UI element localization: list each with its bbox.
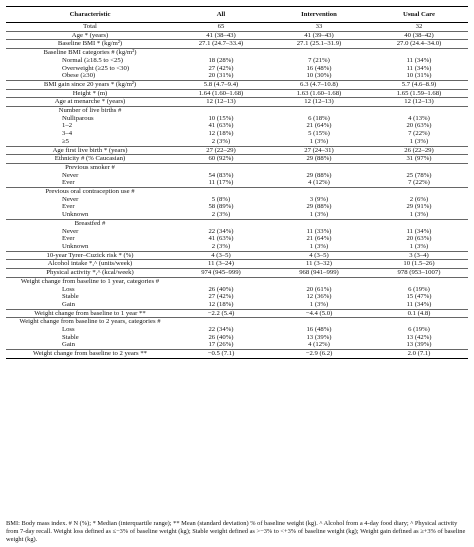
cell-usual-care: 978 (953–1007) xyxy=(370,269,468,278)
cell-usual-care: 11 (34%) xyxy=(406,300,432,308)
cell-intervention: 5 (15%) xyxy=(308,130,330,138)
cell-all: −0.5 (7.1) xyxy=(174,350,268,359)
cell-intervention: 1.63 (1.60–1.68) xyxy=(268,89,370,98)
row-label: Never xyxy=(62,171,79,179)
cell-all: 2 (3%) xyxy=(211,242,231,250)
row-label: Weight change from baseline to 2 years ** xyxy=(6,350,174,359)
row-label: Gain xyxy=(62,300,75,308)
table-row xyxy=(6,107,468,115)
table-row xyxy=(6,115,468,123)
table-row xyxy=(6,286,468,294)
cell-all xyxy=(174,163,268,171)
cell-usual-care: 10 (1.5–26) xyxy=(370,260,468,269)
cell-all: 974 (945–999) xyxy=(174,269,268,278)
row-label: Loss xyxy=(62,285,75,293)
cell-all: 65 xyxy=(217,23,225,30)
cell-all: 27.1 (24.7–33.4) xyxy=(174,40,268,49)
table-row xyxy=(6,65,468,73)
row-label: Unknown xyxy=(62,242,89,250)
cell-intervention: 20 (61%) xyxy=(306,285,332,293)
cell-intervention: 29 (88%) xyxy=(306,171,332,179)
cell-all: 27 (22–29) xyxy=(174,146,268,155)
header-intervention: Intervention xyxy=(268,7,370,23)
cell-intervention: 33 xyxy=(315,23,323,30)
table-row xyxy=(6,31,468,40)
cell-intervention: 1 (3%) xyxy=(309,137,329,145)
table-row xyxy=(6,293,468,301)
table-row xyxy=(6,251,468,260)
header-row xyxy=(6,7,468,23)
cell-usual-care: 13 (39%) xyxy=(406,341,432,349)
cell-usual-care: 29 (91%) xyxy=(406,203,432,211)
table-row xyxy=(6,350,468,359)
cell-all: 41 (38–43) xyxy=(174,31,268,40)
cell-usual-care xyxy=(370,318,468,326)
table-row xyxy=(6,23,468,32)
row-label: BMI gain since 20 years * (kg/m²) xyxy=(6,80,174,89)
cell-all xyxy=(174,277,268,285)
table-row xyxy=(6,138,468,146)
cell-usual-care: 0.1 (4.8) xyxy=(370,309,468,318)
row-label: Ever xyxy=(62,203,75,211)
row-label: Ever xyxy=(62,179,75,187)
row-label: Unknown xyxy=(62,211,89,219)
row-label: Baseline BMI * (kg/m²) xyxy=(6,40,174,49)
cell-usual-care: 2.0 (7.1) xyxy=(370,350,468,359)
cell-intervention xyxy=(268,107,370,115)
row-label: Normal (≥18.5 to <25) xyxy=(62,56,123,64)
cell-all: 54 (83%) xyxy=(208,171,234,179)
row-label: Age at menarche * (years) xyxy=(6,98,174,107)
cell-usual-care: 6 (19%) xyxy=(408,285,430,293)
row-label: Overweight (≥25 to <30) xyxy=(62,64,130,72)
cell-intervention: 13 (39%) xyxy=(306,333,332,341)
cell-intervention xyxy=(268,188,370,196)
cell-all: 2 (3%) xyxy=(211,211,231,219)
cell-usual-care: 7 (22%) xyxy=(408,130,430,138)
cell-intervention xyxy=(268,318,370,326)
cell-usual-care: 10 (31%) xyxy=(406,72,432,80)
row-label: Stable xyxy=(62,293,79,301)
cell-all: 12 (12–13) xyxy=(174,98,268,107)
cell-all: 27 (42%) xyxy=(208,64,234,72)
row-label: Breastfed # xyxy=(6,219,174,227)
cell-intervention: 6 (18%) xyxy=(308,114,330,122)
cell-intervention: 27 (24–31) xyxy=(268,146,370,155)
cell-usual-care: 1 (3%) xyxy=(409,211,429,219)
table-row xyxy=(6,179,468,187)
cell-intervention: 16 (48%) xyxy=(306,64,332,72)
cell-all: 1.64 (1.60–1.68) xyxy=(174,89,268,98)
cell-intervention: 11 (3–32) xyxy=(268,260,370,269)
table-row xyxy=(6,98,468,107)
cell-all: 41 (63%) xyxy=(208,122,234,130)
cell-intervention xyxy=(268,163,370,171)
cell-all: 20 (31%) xyxy=(208,72,234,80)
cell-usual-care: 1 (3%) xyxy=(409,242,429,250)
table-row xyxy=(6,146,468,155)
cell-usual-care xyxy=(370,163,468,171)
cell-usual-care xyxy=(370,49,468,57)
row-label: 3–4 xyxy=(62,130,73,138)
row-label: Stable xyxy=(62,333,79,341)
cell-all: 12 (18%) xyxy=(208,130,234,138)
cell-intervention: 41 (39–43) xyxy=(268,31,370,40)
cell-usual-care: 12 (12–13) xyxy=(370,98,468,107)
cell-intervention: 12 (12–13) xyxy=(268,98,370,107)
row-label: Height * (m) xyxy=(6,89,174,98)
cell-intervention: 10 (30%) xyxy=(306,72,332,80)
table-row xyxy=(6,211,468,219)
cell-all xyxy=(174,107,268,115)
cell-usual-care: 40 (38–42) xyxy=(370,31,468,40)
cell-intervention: −4.4 (5.0) xyxy=(268,309,370,318)
row-label: Weight change from baseline to 1 year ** xyxy=(6,309,174,318)
cell-usual-care: 11 (34%) xyxy=(406,227,432,235)
row-label: Ever xyxy=(62,235,75,243)
table-row xyxy=(6,155,468,164)
header-all: All xyxy=(174,7,268,23)
row-label: 10-year Tyrer–Cuzick risk * (%) xyxy=(6,251,174,260)
cell-intervention: −2.9 (6.2) xyxy=(268,350,370,359)
cell-usual-care: 20 (63%) xyxy=(406,235,432,243)
cell-all: 27 (42%) xyxy=(208,293,234,301)
cell-intervention: 29 (88%) xyxy=(306,203,332,211)
cell-usual-care xyxy=(370,188,468,196)
row-label: Gain xyxy=(62,341,75,349)
cell-intervention: 12 (36%) xyxy=(306,293,332,301)
cell-usual-care: 4 (13%) xyxy=(408,114,430,122)
cell-all: 11 (17%) xyxy=(208,179,234,187)
table-row xyxy=(6,228,468,236)
row-label: Physical activity *,^ (kcal/week) xyxy=(6,269,174,278)
cell-usual-care: 2 (6%) xyxy=(409,195,429,203)
table-row xyxy=(6,89,468,98)
cell-usual-care: 7 (22%) xyxy=(408,179,430,187)
cell-intervention: 11 (33%) xyxy=(306,227,332,235)
cell-all: 22 (34%) xyxy=(208,326,234,334)
table-row xyxy=(6,40,468,49)
cell-usual-care: 11 (34%) xyxy=(406,64,432,72)
table-row xyxy=(6,196,468,204)
row-label: Total xyxy=(83,23,97,30)
row-label: Alcohol intake *,^ (units/week) xyxy=(6,260,174,269)
row-label: Age * (years) xyxy=(6,31,174,40)
cell-usual-care: 32 xyxy=(415,23,423,30)
cell-all: 5.8 (4.7–9.4) xyxy=(174,80,268,89)
cell-intervention: 16 (48%) xyxy=(306,326,332,334)
cell-all: 58 (89%) xyxy=(208,203,234,211)
cell-all: 22 (34%) xyxy=(208,227,234,235)
cell-usual-care: 20 (63%) xyxy=(406,122,432,130)
cell-all: 4 (3–5) xyxy=(174,251,268,260)
table-row xyxy=(6,326,468,334)
row-label: Never xyxy=(62,227,79,235)
cell-intervention: 4 (12%) xyxy=(308,341,330,349)
cell-usual-care: 31 (97%) xyxy=(370,155,468,164)
cell-all xyxy=(174,49,268,57)
table-row xyxy=(6,219,468,227)
cell-all: 18 (28%) xyxy=(208,56,234,64)
cell-intervention xyxy=(268,49,370,57)
table-row xyxy=(6,235,468,243)
cell-usual-care xyxy=(370,107,468,115)
cell-all: 41 (63%) xyxy=(208,235,234,243)
table-row xyxy=(6,277,468,285)
cell-usual-care: 1.65 (1.59–1.68) xyxy=(370,89,468,98)
cell-intervention: 21 (64%) xyxy=(306,235,332,243)
table-row xyxy=(6,301,468,309)
table-row xyxy=(6,163,468,171)
table-row xyxy=(6,49,468,57)
row-label: Number of live births # xyxy=(6,107,174,115)
row-label: Baseline BMI categories # (kg/m²) xyxy=(6,49,174,57)
row-label: Weight change from baseline to 1 year, categories # xyxy=(6,277,174,285)
table-row xyxy=(6,269,468,278)
table-row xyxy=(6,172,468,180)
cell-intervention xyxy=(268,219,370,227)
cell-intervention: 21 (64%) xyxy=(306,122,332,130)
row-label: Loss xyxy=(62,326,75,334)
characteristics-table xyxy=(6,6,468,359)
table-row xyxy=(6,203,468,211)
table-row xyxy=(6,341,468,349)
table-row xyxy=(6,318,468,326)
table-body xyxy=(6,23,468,359)
table-row xyxy=(6,334,468,342)
cell-intervention: 1 (3%) xyxy=(309,300,329,308)
row-label: Age first live birth * (years) xyxy=(6,146,174,155)
table-row xyxy=(6,72,468,80)
cell-intervention: 1 (3%) xyxy=(309,211,329,219)
cell-intervention: 6.3 (4.7–10.8) xyxy=(268,80,370,89)
cell-all: 26 (40%) xyxy=(208,285,234,293)
header-characteristic: Characteristic xyxy=(6,7,174,23)
cell-all: 12 (18%) xyxy=(208,300,234,308)
row-label: Weight change from baseline to 2 years, categories # xyxy=(6,318,174,326)
cell-intervention: 7 (21%) xyxy=(308,56,330,64)
table-row xyxy=(6,243,468,251)
cell-all: 17 (26%) xyxy=(208,341,234,349)
cell-intervention: 29 (88%) xyxy=(268,155,370,164)
cell-usual-care: 25 (78%) xyxy=(406,171,432,179)
table-row xyxy=(6,309,468,318)
row-label: ≥5 xyxy=(62,137,70,145)
cell-all: 10 (15%) xyxy=(208,114,234,122)
table-row xyxy=(6,122,468,130)
cell-all xyxy=(174,188,268,196)
row-label: Previous smoker # xyxy=(6,163,174,171)
cell-usual-care xyxy=(370,277,468,285)
row-label: 1–2 xyxy=(62,122,73,130)
header-usual-care: Usual Care xyxy=(370,7,468,23)
cell-usual-care: 1 (3%) xyxy=(409,137,429,145)
table-row xyxy=(6,57,468,65)
cell-all xyxy=(174,318,268,326)
row-label: Previous oral contraception use # xyxy=(6,188,174,196)
cell-all: 5 (8%) xyxy=(211,195,231,203)
cell-intervention: 1 (3%) xyxy=(309,242,329,250)
cell-intervention: 4 (12%) xyxy=(308,179,330,187)
cell-usual-care: 3 (3–4) xyxy=(370,251,468,260)
table-row xyxy=(6,260,468,269)
row-label: Obese (≥30) xyxy=(62,72,96,80)
cell-usual-care: 26 (22–29) xyxy=(370,146,468,155)
cell-all: 60 (92%) xyxy=(174,155,268,164)
table-row xyxy=(6,188,468,196)
row-label: Never xyxy=(62,195,79,203)
table-footnote: BMI: Body mass index. # N (%); * Median (interquartile range); ** Mean (standard deviation) % of baseline weight (kg). ^ Alcohol from a 4-day food diary; ^ Physical activity from 7-day recall. Weight loss defined as ≤−3% of baseline weight (kg); Stable weight defined as >−3% to <+3% of baseline weight (kg); Weight gain defined as ≥+3% of baseline weight (kg). xyxy=(6,520,466,543)
cell-intervention: 968 (941–999) xyxy=(268,269,370,278)
cell-usual-care: 5.7 (4.6–8.9) xyxy=(370,80,468,89)
cell-usual-care xyxy=(370,219,468,227)
cell-all: 11 (3–24) xyxy=(174,260,268,269)
cell-intervention: 4 (3–5) xyxy=(268,251,370,260)
cell-usual-care: 27.0 (24.4–34.0) xyxy=(370,40,468,49)
cell-usual-care: 11 (34%) xyxy=(406,56,432,64)
row-label: Nulliparous xyxy=(62,114,94,122)
cell-all: −2.2 (5.4) xyxy=(174,309,268,318)
cell-intervention: 27.1 (25.1–31.9) xyxy=(268,40,370,49)
table-row xyxy=(6,80,468,89)
table-row xyxy=(6,130,468,138)
cell-intervention: 3 (9%) xyxy=(309,195,329,203)
cell-usual-care: 6 (19%) xyxy=(408,326,430,334)
cell-all: 2 (3%) xyxy=(211,137,231,145)
cell-all xyxy=(174,219,268,227)
cell-usual-care: 15 (47%) xyxy=(406,293,432,301)
row-label: Ethnicity # (% Caucasian) xyxy=(6,155,174,164)
cell-all: 26 (40%) xyxy=(208,333,234,341)
cell-intervention xyxy=(268,277,370,285)
cell-usual-care: 13 (42%) xyxy=(406,333,432,341)
